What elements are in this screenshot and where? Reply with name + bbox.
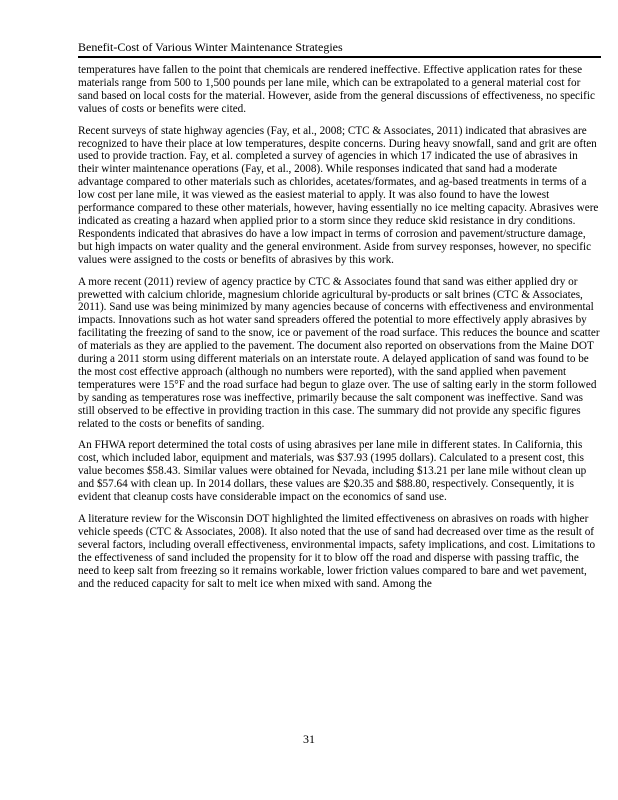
paragraph-agency-surveys: Recent surveys of state highway agencies (Fay, et al., 2008; CTC & Associates, 2011) indicated that abrasives are recognized to have their place at low temperatures, despite concerns. During heavy snowfall, sand and grit are often used to provide traction. Fay, et al. completed a survey of agencies in which 17 indicated the use of abrasives in their winter maintenance operations (Fay, et al., 2008). While responses indicated that sand had a moderate advantage compared to other materials such as chlorides, acetates/formates, and ag-based treatments in terms of a low cost per lane mile, it was viewed as the easiest material to apply. It was also found to have the lowest performance compared to these other materials, however, having essentially no ice melting capacity. Abrasives were indicated as creating a hazard when applied prior to a storm since they reduce skid resistance in dry conditions. Respondents indicated that abrasives do have a low impact in terms of corrosion and pavement/structure damage, but high impacts on water quality and the general environment. Aside from survey responses, however, no specific values were assigned to the costs or benefits of abrasives by this work. [78,124,599,266]
header-rule [78,56,601,58]
paragraph-fhwa-costs: An FHWA report determined the total costs of using abrasives per lane mile in different states. In California, this cost, which included labor, equipment and materials, was $37.93 (1995 dollars). Calculated to a present cost, this value becomes $58.43. Similar values were obtained for Nevada, including $13.21 per lane mile without clean up and $57.64 with clean up. In 2014 dollars, these values are $20.35 and $88.80, respectively. Consequently, it is evident that cleanup costs have considerable impact on the economics of sand use. [78,439,587,504]
running-header: Benefit-Cost of Various Winter Maintenance Strategies [78,40,343,54]
body-text [78,64,601,599]
paragraph-ctc-review: A more recent (2011) review of agency practice by CTC & Associates found that sand was either applied dry or prewetted with calcium chloride, magnesium chloride agricultural by-products or salt brines (CTC & Associates, 2011). Sand use was being minimized by many agencies because of concerns with effectiveness and environmental impacts. Innovations such as hot water sand spreaders offered the potential to more effectively apply abrasives by facilitating the freezing of sand to the snow, ice or pavement of the road surface. This reduces the bounce and scatter of materials as they are applied to the pavement. The document also reported on observations from the Maine DOT during a 2011 storm using different materials on an interstate route. A delayed application of sand was found to be the most cost effective approach (although no numbers were reported), with the sand applied when pavement temperatures were 15°F and the road surface had begun to glaze over. The use of salting early in the storm followed by sanding as temperatures rose was ineffective, primarily because the salt component was ineffective. Sand was still observed to be effective in providing traction in this case. The summary did not provide any specific figures related to the costs or benefits of sanding. [78,275,600,430]
paragraph-wisconsin-review: A literature review for the Wisconsin DOT highlighted the limited effectiveness on abrasives on roads with higher vehicle speeds (CTC & Associates, 2008). It also noted that the use of sand had decreased over time as the result of several factors, including overall effectiveness, environmental impacts, safety implications, and cost. Limitations to the effectiveness of sand included the propensity for it to blow off the road and disperse with passing traffic, the need to keep salt from freezing so it remains workable, lower friction values compared to bare and wet pavement, and the reduced capacity for salt to melt ice when mixed with sand. Among the [78,513,596,590]
paragraph-abrasive-application-rates: temperatures have fallen to the point that chemicals are rendered ineffective. Effective application rates for these materials range from 500 to 1,500 pounds per lane mile, which can be extrapolated to a general material cost for sand based on local costs for the material. However, aside from the general discussions of effectiveness, no specific values of costs or benefits were cited. [78,64,595,115]
page-number: 31 [303,732,315,746]
